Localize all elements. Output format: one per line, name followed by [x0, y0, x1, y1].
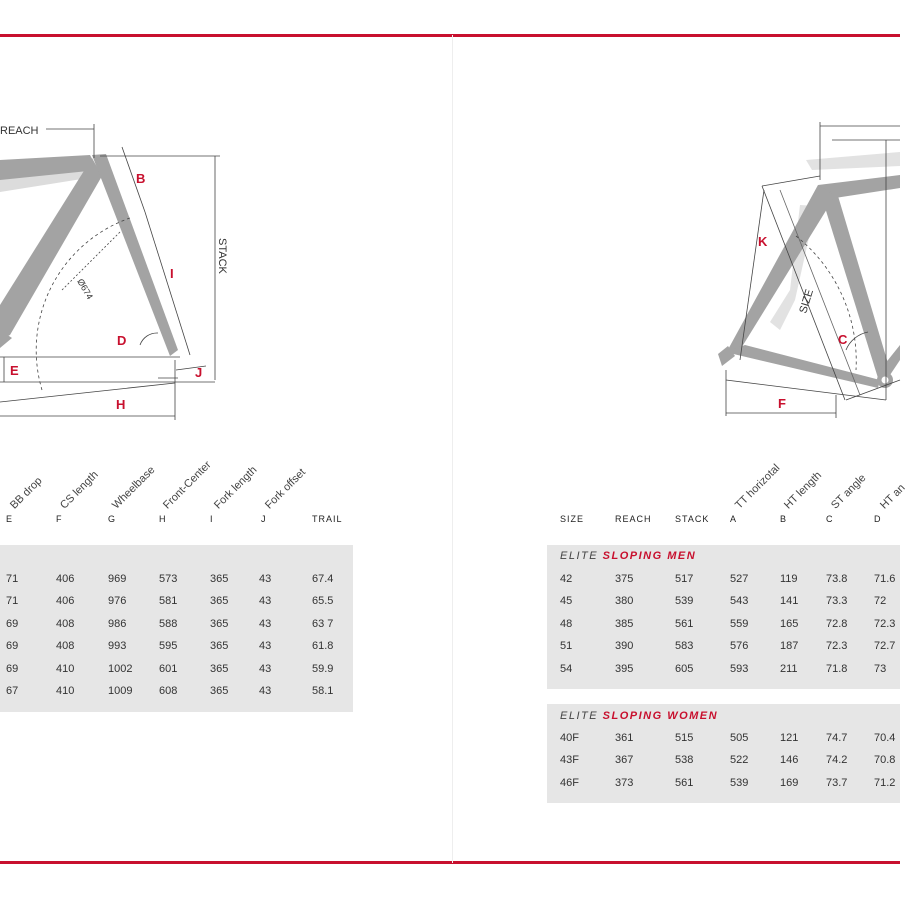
code-j: J: [261, 514, 267, 524]
code-stack: STACK: [675, 514, 710, 524]
left-cell-r1-c5: 43: [259, 595, 272, 608]
men-cell-r2-c3: 559: [730, 617, 749, 630]
women-cell-r1-c3: 522: [730, 754, 749, 767]
right-geometry-diagram: [0, 0, 900, 440]
men-cell-r4-c2: 605: [675, 662, 694, 675]
label-size: SIZE: [797, 287, 817, 315]
header-cs-length: CS length: [58, 468, 101, 512]
left-cell-r5-c3: 608: [159, 685, 178, 697]
left-cell-r1-c3: 581: [159, 595, 178, 608]
men-cell-r4-c6: 73: [874, 662, 887, 675]
code-f: F: [56, 514, 63, 524]
men-cell-r3-c0: 51: [560, 640, 573, 653]
men-cell-r3-c3: 576: [730, 640, 749, 653]
section-men-accent: SLOPING MEN: [602, 550, 697, 562]
women-cell-r2-c6: 71.2: [874, 776, 896, 789]
men-cell-r1-c1: 380: [615, 595, 634, 608]
label-b: B: [136, 171, 146, 186]
left-cell-r1-c0: 71: [6, 595, 19, 608]
left-cell-r5-c1: 410: [56, 685, 75, 697]
code-h: H: [159, 514, 167, 524]
men-cell-r3-c4: 187: [780, 640, 799, 653]
women-cell-r2-c2: 561: [675, 776, 694, 789]
left-cell-r0-c1: 406: [56, 573, 75, 585]
left-cell-r0-c0: 71: [6, 573, 19, 585]
men-cell-r3-c2: 583: [675, 640, 694, 653]
left-cell-r5-c6: 58.1: [312, 685, 334, 697]
men-cell-r2-c5: 72.8: [826, 617, 848, 630]
men-cell-r0-c4: 119: [780, 573, 798, 585]
men-cell-r4-c5: 71.8: [826, 662, 848, 675]
left-cell-r1-c6: 65.5: [312, 595, 334, 608]
header-bb-drop: BB drop: [8, 474, 45, 512]
women-cell-r0-c1: 361: [615, 732, 634, 744]
men-cell-r2-c0: 48: [560, 617, 573, 630]
women-cell-r1-c4: 146: [780, 754, 799, 767]
men-cell-r4-c0: 54: [560, 662, 573, 675]
left-cell-r0-c5: 43: [259, 573, 272, 585]
left-cell-r3-c1: 408: [56, 640, 75, 653]
women-cell-r0-c5: 74.7: [826, 732, 848, 744]
left-cell-r2-c5: 43: [259, 617, 272, 630]
left-cell-r1-c1: 406: [56, 595, 75, 608]
label-k: K: [758, 234, 768, 249]
men-cell-r3-c1: 390: [615, 640, 634, 653]
men-cell-r4-c3: 593: [730, 662, 749, 675]
header-front-center: Front-Center: [161, 458, 214, 512]
header-fork-offset: Fork offset: [263, 466, 309, 512]
left-cell-r2-c1: 408: [56, 617, 75, 630]
men-cell-r3-c6: 72.7: [874, 640, 896, 653]
men-cell-r2-c6: 72.3: [874, 617, 896, 630]
label-i: I: [170, 266, 174, 281]
code-e: E: [6, 514, 14, 524]
women-cell-r1-c5: 74.2: [826, 754, 848, 767]
men-cell-r0-c1: 375: [615, 573, 634, 585]
women-cell-r0-c3: 505: [730, 732, 749, 744]
section-women-prefix: ELITE: [560, 710, 599, 722]
left-cell-r5-c0: 67: [6, 685, 19, 697]
label-f: F: [778, 396, 786, 411]
header-wheelbase: Wheelbase: [110, 464, 158, 512]
men-cell-r0-c3: 527: [730, 573, 749, 585]
code-reach: REACH: [615, 514, 652, 524]
women-cell-r2-c0: 46F: [560, 776, 579, 789]
men-cell-r1-c3: 543: [730, 595, 749, 608]
women-cell-r2-c1: 373: [615, 776, 634, 789]
left-cell-r3-c2: 993: [108, 640, 127, 653]
men-cell-r1-c6: 72: [874, 595, 887, 608]
women-cell-r2-c4: 169: [780, 776, 799, 789]
women-cell-r0-c0: 40F: [560, 732, 579, 744]
label-d: D: [117, 333, 127, 348]
section-women-accent: SLOPING WOMEN: [602, 710, 719, 722]
section-title-women: [560, 710, 718, 722]
header-ht-length: HT length: [782, 469, 825, 512]
women-cell-r0-c4: 121: [780, 732, 799, 744]
code-g: G: [108, 514, 117, 524]
men-cell-r4-c4: 211: [780, 662, 798, 675]
men-cell-r4-c1: 395: [615, 662, 634, 675]
left-cell-r2-c0: 69: [6, 617, 19, 630]
left-cell-r5-c2: 1009: [108, 685, 133, 697]
left-cell-r5-c4: 365: [210, 685, 229, 697]
left-cell-r3-c5: 43: [259, 640, 272, 653]
section-men-prefix: ELITE: [560, 550, 599, 562]
left-cell-r4-c4: 365: [210, 662, 229, 675]
men-cell-r2-c4: 165: [780, 617, 799, 630]
men-cell-r3-c5: 72.3: [826, 640, 848, 653]
header-ht-angle: HT an: [878, 481, 908, 512]
left-cell-r4-c0: 69: [6, 662, 19, 675]
label-stack: STACK: [216, 238, 228, 274]
left-cell-r0-c6: 67.4: [312, 573, 334, 585]
women-cell-r1-c1: 367: [615, 754, 634, 767]
header-st-angle: ST angle: [829, 472, 869, 512]
left-cell-r4-c5: 43: [259, 662, 272, 675]
right-frame-drawing: [718, 152, 900, 388]
left-cell-r2-c4: 365: [210, 617, 229, 630]
men-cell-r0-c6: 71.6: [874, 573, 896, 585]
women-cell-r1-c2: 538: [675, 754, 694, 767]
left-cell-r3-c6: 61.8: [312, 640, 334, 653]
left-cell-r0-c3: 573: [159, 573, 178, 585]
men-cell-r2-c2: 561: [675, 617, 694, 630]
label-j: J: [195, 365, 203, 380]
left-cell-r4-c1: 410: [56, 662, 75, 675]
left-cell-r2-c2: 986: [108, 617, 127, 630]
women-cell-r0-c6: 70.4: [874, 732, 896, 744]
code-c: C: [826, 514, 834, 524]
label-reach: REACH: [0, 125, 39, 137]
code-size: SIZE: [560, 514, 585, 524]
label-h: H: [116, 397, 126, 412]
women-cell-r0-c2: 515: [675, 732, 694, 744]
men-cell-r2-c1: 385: [615, 617, 634, 630]
men-cell-r1-c4: 141: [780, 595, 799, 608]
left-cell-r4-c2: 1002: [108, 662, 133, 675]
left-cell-r4-c3: 601: [159, 662, 178, 675]
left-cell-r3-c3: 595: [159, 640, 178, 653]
bottom-red-rule: [0, 861, 900, 864]
left-cell-r2-c3: 588: [159, 617, 178, 630]
left-cell-r0-c2: 969: [108, 573, 127, 585]
label-e: E: [10, 363, 19, 378]
men-cell-r1-c5: 73.3: [826, 595, 848, 608]
left-cell-r2-c6: 63 7: [312, 617, 334, 630]
header-fork-length: Fork length: [212, 464, 260, 512]
label-c: C: [838, 332, 848, 347]
left-cell-r3-c0: 69: [6, 640, 19, 653]
header-tt-horizontal: TT horizotal: [733, 462, 783, 512]
men-cell-r1-c2: 539: [675, 595, 694, 608]
women-cell-r2-c3: 539: [730, 776, 749, 789]
left-cell-r0-c4: 365: [210, 573, 229, 585]
men-cell-r1-c0: 45: [560, 595, 573, 608]
left-cell-r5-c5: 43: [259, 685, 272, 697]
women-cell-r1-c6: 70.8: [874, 754, 896, 767]
men-cell-r0-c5: 73.8: [826, 573, 848, 585]
code-i: I: [210, 514, 214, 524]
code-a: A: [730, 514, 738, 524]
section-title-men: [560, 550, 696, 562]
left-cell-r4-c6: 59.9: [312, 662, 334, 675]
men-cell-r0-c0: 42: [560, 573, 573, 585]
code-d: D: [874, 514, 882, 524]
label-diameter: Ø674: [75, 277, 95, 302]
women-cell-r1-c0: 43F: [560, 754, 579, 767]
left-cell-r1-c4: 365: [210, 595, 229, 608]
women-cell-r2-c5: 73.7: [826, 776, 848, 789]
code-b: B: [780, 514, 788, 524]
men-cell-r0-c2: 517: [675, 573, 694, 585]
left-cell-r1-c2: 976: [108, 595, 127, 608]
left-cell-r3-c4: 365: [210, 640, 229, 653]
code-trail: TRAIL: [312, 514, 343, 524]
